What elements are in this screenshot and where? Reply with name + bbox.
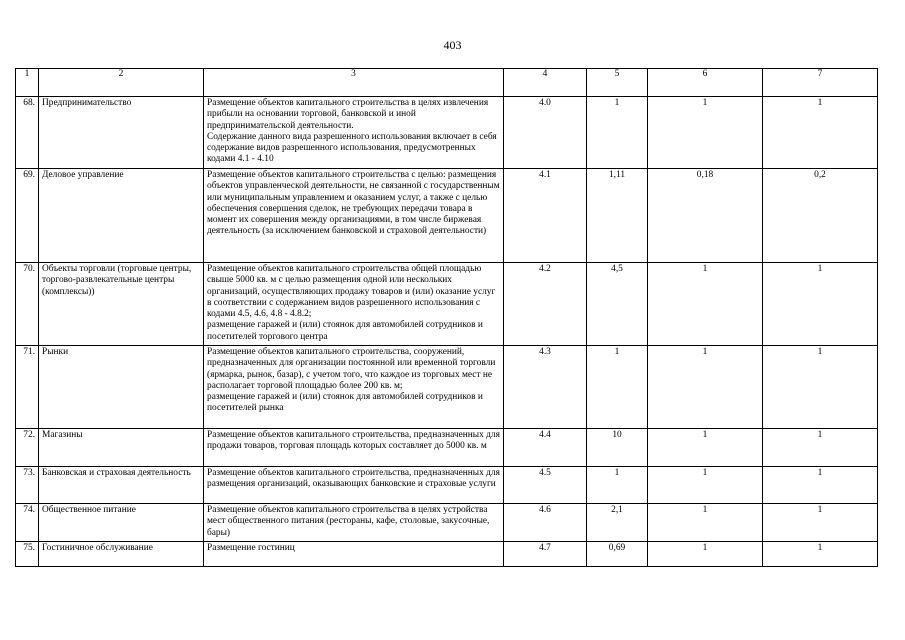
use-code: 4.1 — [504, 169, 587, 263]
header-cell: 5 — [587, 69, 648, 97]
table-row — [16, 467, 878, 504]
row-number: 74. — [16, 504, 39, 542]
table-row — [16, 504, 878, 542]
header-cell: 2 — [39, 69, 204, 97]
row-number: 75. — [16, 542, 39, 567]
row-number: 69. — [16, 169, 39, 263]
use-code: 4.4 — [504, 429, 587, 467]
use-name: Общественное питание — [39, 504, 204, 542]
col5-value: 10 — [587, 429, 648, 467]
header-cell: 3 — [204, 69, 504, 97]
use-description: Размещение объектов капитального строительства с целью: размещения объектов управленческой деятельности, не связанной с государственным или муниципальным управлением и оказанием услуг, а также с целью обеспечения совершения сделок, не требующих передачи товара в момент их совершения между организациями, в том числе биржевая деятельность (за исключением банковской и страховой деятельности) — [204, 169, 504, 263]
col5-value: 4,5 — [587, 263, 648, 346]
col6-value: 1 — [648, 429, 763, 467]
use-name: Объекты торговли (торговые центры, торгово-развлекательные центры (комплексы)) — [39, 263, 204, 346]
header-cell: 4 — [504, 69, 587, 97]
col7-value: 1 — [763, 97, 878, 169]
use-code: 4.5 — [504, 467, 587, 504]
table-row — [16, 429, 878, 467]
row-number: 72. — [16, 429, 39, 467]
use-name: Гостиничное обслуживание — [39, 542, 204, 567]
col6-value: 1 — [648, 97, 763, 169]
table-row — [16, 263, 878, 346]
table-row — [16, 542, 878, 567]
page-number: 403 — [443, 38, 462, 52]
row-number: 70. — [16, 263, 39, 346]
use-name: Деловое управление — [39, 169, 204, 263]
land-use-table — [15, 68, 878, 567]
use-description: Размещение объектов капитального строительства в целях устройства мест общественного питания (рестораны, кафе, столовые, закусочные, бары) — [204, 504, 504, 542]
row-number: 73. — [16, 467, 39, 504]
col7-value: 0,2 — [763, 169, 878, 263]
col7-value: 1 — [763, 504, 878, 542]
use-code: 4.7 — [504, 542, 587, 567]
col6-value: 0,18 — [648, 169, 763, 263]
col5-value: 1,11 — [587, 169, 648, 263]
use-name: Магазины — [39, 429, 204, 467]
header-cell: 1 — [16, 69, 39, 97]
use-code: 4.3 — [504, 346, 587, 429]
col5-value: 1 — [587, 467, 648, 504]
col7-value: 1 — [763, 263, 878, 346]
col7-value: 1 — [763, 542, 878, 567]
use-name: Рынки — [39, 346, 204, 429]
col7-value: 1 — [763, 346, 878, 429]
use-description: Размещение гостиниц — [204, 542, 504, 567]
header-cell: 6 — [648, 69, 763, 97]
col5-value: 2,1 — [587, 504, 648, 542]
use-name: Предпринимательство — [39, 97, 204, 169]
col6-value: 1 — [648, 504, 763, 542]
use-code: 4.2 — [504, 263, 587, 346]
row-number: 71. — [16, 346, 39, 429]
header-row — [16, 69, 878, 97]
col5-value: 1 — [587, 97, 648, 169]
use-description: Размещение объектов капитального строительства в целях извлечения прибыли на основании торговой, банковской и иной предпринимательской деятельности. Содержание данного вида разрешенного использования включает в себя содержание видов разрешенного использования, предусмотренных кодами 4.1 - 4.10 — [204, 97, 504, 169]
use-description: Размещение объектов капитального строительства, предназначенных для размещения организаций, оказывающих банковские и страховые услуги — [204, 467, 504, 504]
use-description: Размещение объектов капитального строительства, сооружений, предназначенных для организации постоянной или временной торговли (ярмарка, рынок, базар), с учетом того, что каждое из торговых мест не располагает торговой площадью более 200 кв. м; размещение гаражей и (или) стоянок для автомобилей сотрудников и посетителей рынка — [204, 346, 504, 429]
use-description: Размещение объектов капитального строительства, предназначенных для продажи товаров, торговая площадь которых составляет до 5000 кв. м — [204, 429, 504, 467]
use-description: Размещение объектов капитального строительства общей площадью свыше 5000 кв. м с целью размещения одной или нескольких организаций, осуществляющих продажу товаров и (или) оказание услуг в соответствии с содержанием видов разрешенного использования с кодами 4.5, 4.6, 4.8 - 4.8.2; размещение гаражей и (или) стоянок для автомобилей сотрудников и посетителей торгового центра — [204, 263, 504, 346]
table-row — [16, 169, 878, 263]
row-number: 68. — [16, 97, 39, 169]
use-code: 4.0 — [504, 97, 587, 169]
col6-value: 1 — [648, 263, 763, 346]
col6-value: 1 — [648, 467, 763, 504]
use-code: 4.6 — [504, 504, 587, 542]
col7-value: 1 — [763, 467, 878, 504]
col6-value: 1 — [648, 542, 763, 567]
col5-value: 1 — [587, 346, 648, 429]
col6-value: 1 — [648, 346, 763, 429]
use-name: Банковская и страховая деятельность — [39, 467, 204, 504]
table-row — [16, 346, 878, 429]
col7-value: 1 — [763, 429, 878, 467]
header-cell: 7 — [763, 69, 878, 97]
col5-value: 0,69 — [587, 542, 648, 567]
table-row — [16, 97, 878, 169]
